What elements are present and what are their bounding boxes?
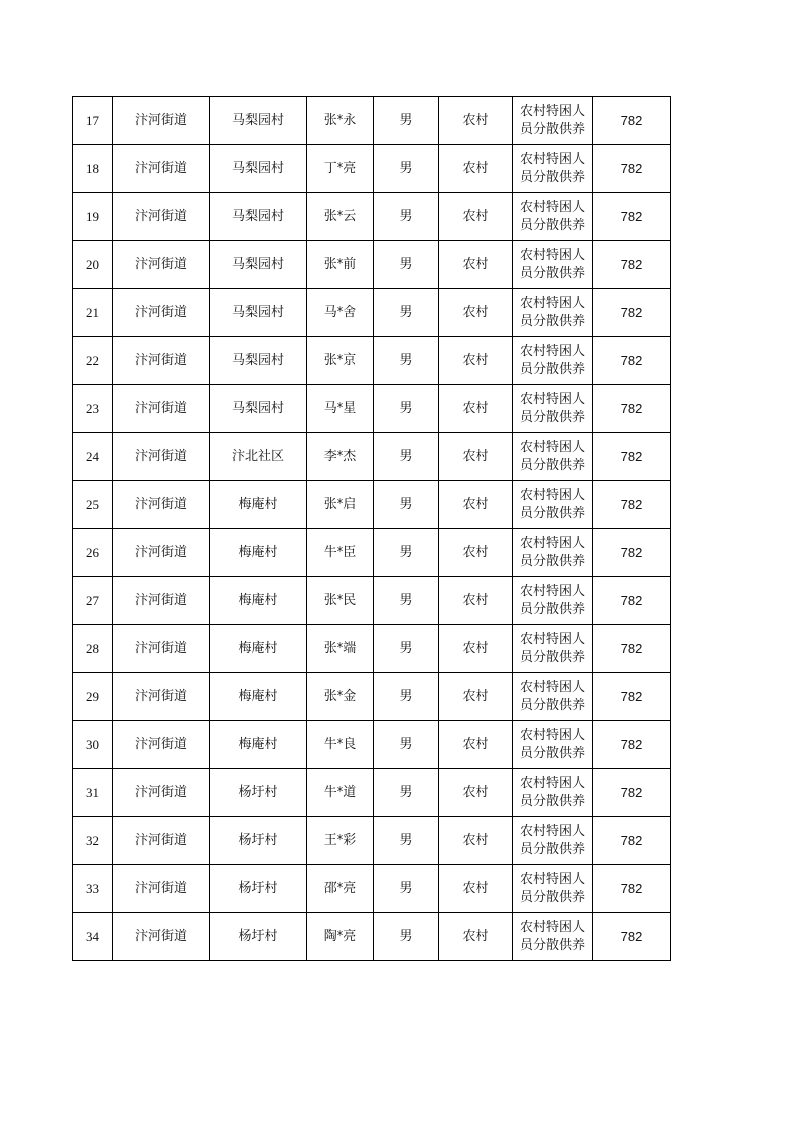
person-name-cell: 张*云: [307, 193, 374, 241]
gender-cell: 男: [374, 529, 439, 577]
table-row: [73, 913, 671, 961]
village-cell: 汴北社区: [210, 433, 307, 481]
area-type-cell: 农村: [439, 529, 513, 577]
gender-cell: 男: [374, 625, 439, 673]
street-cell: 汴河街道: [113, 721, 210, 769]
support-category-cell: 农村特困人员分散供养: [513, 577, 593, 625]
amount-cell: 782: [593, 769, 671, 817]
table-row: [73, 193, 671, 241]
amount-cell: 782: [593, 241, 671, 289]
table-row: [73, 673, 671, 721]
village-cell: 杨圩村: [210, 769, 307, 817]
village-cell: 马梨园村: [210, 145, 307, 193]
street-cell: 汴河街道: [113, 577, 210, 625]
table-row: [73, 97, 671, 145]
amount-cell: 782: [593, 385, 671, 433]
serial-number-cell: 20: [73, 241, 113, 289]
street-cell: 汴河街道: [113, 289, 210, 337]
serial-number-cell: 23: [73, 385, 113, 433]
area-type-cell: 农村: [439, 481, 513, 529]
amount-cell: 782: [593, 529, 671, 577]
gender-cell: 男: [374, 289, 439, 337]
support-category-cell: 农村特困人员分散供养: [513, 817, 593, 865]
person-name-cell: 牛*良: [307, 721, 374, 769]
area-type-cell: 农村: [439, 289, 513, 337]
street-cell: 汴河街道: [113, 913, 210, 961]
amount-cell: 782: [593, 721, 671, 769]
gender-cell: 男: [374, 241, 439, 289]
street-cell: 汴河街道: [113, 385, 210, 433]
gender-cell: 男: [374, 817, 439, 865]
village-cell: 马梨园村: [210, 385, 307, 433]
support-category-cell: 农村特困人员分散供养: [513, 145, 593, 193]
amount-cell: 782: [593, 673, 671, 721]
village-cell: 马梨园村: [210, 337, 307, 385]
village-cell: 梅庵村: [210, 577, 307, 625]
street-cell: 汴河街道: [113, 97, 210, 145]
table-row: [73, 769, 671, 817]
area-type-cell: 农村: [439, 145, 513, 193]
amount-cell: 782: [593, 433, 671, 481]
support-category-cell: 农村特困人员分散供养: [513, 97, 593, 145]
area-type-cell: 农村: [439, 193, 513, 241]
support-category-cell: 农村特困人员分散供养: [513, 481, 593, 529]
serial-number-cell: 30: [73, 721, 113, 769]
table-row: [73, 145, 671, 193]
serial-number-cell: 17: [73, 97, 113, 145]
gender-cell: 男: [374, 193, 439, 241]
gender-cell: 男: [374, 865, 439, 913]
street-cell: 汴河街道: [113, 673, 210, 721]
village-cell: 杨圩村: [210, 913, 307, 961]
table-row: [73, 289, 671, 337]
amount-cell: 782: [593, 337, 671, 385]
table-row: [73, 817, 671, 865]
person-name-cell: 王*彩: [307, 817, 374, 865]
village-cell: 马梨园村: [210, 97, 307, 145]
area-type-cell: 农村: [439, 241, 513, 289]
gender-cell: 男: [374, 385, 439, 433]
table-row: [73, 241, 671, 289]
person-name-cell: 陶*亮: [307, 913, 374, 961]
support-category-cell: 农村特困人员分散供养: [513, 625, 593, 673]
area-type-cell: 农村: [439, 817, 513, 865]
amount-cell: 782: [593, 913, 671, 961]
area-type-cell: 农村: [439, 577, 513, 625]
village-cell: 马梨园村: [210, 289, 307, 337]
village-cell: 梅庵村: [210, 529, 307, 577]
table-row: [73, 529, 671, 577]
gender-cell: 男: [374, 97, 439, 145]
serial-number-cell: 18: [73, 145, 113, 193]
amount-cell: 782: [593, 625, 671, 673]
serial-number-cell: 27: [73, 577, 113, 625]
amount-cell: 782: [593, 97, 671, 145]
support-category-cell: 农村特困人员分散供养: [513, 769, 593, 817]
street-cell: 汴河街道: [113, 145, 210, 193]
area-type-cell: 农村: [439, 673, 513, 721]
street-cell: 汴河街道: [113, 241, 210, 289]
person-name-cell: 张*端: [307, 625, 374, 673]
area-type-cell: 农村: [439, 625, 513, 673]
serial-number-cell: 19: [73, 193, 113, 241]
gender-cell: 男: [374, 433, 439, 481]
gender-cell: 男: [374, 721, 439, 769]
area-type-cell: 农村: [439, 337, 513, 385]
person-name-cell: 丁*亮: [307, 145, 374, 193]
serial-number-cell: 31: [73, 769, 113, 817]
serial-number-cell: 32: [73, 817, 113, 865]
support-category-cell: 农村特困人员分散供养: [513, 913, 593, 961]
gender-cell: 男: [374, 481, 439, 529]
serial-number-cell: 24: [73, 433, 113, 481]
table-row: [73, 337, 671, 385]
person-name-cell: 张*前: [307, 241, 374, 289]
person-name-cell: 牛*臣: [307, 529, 374, 577]
area-type-cell: 农村: [439, 913, 513, 961]
gender-cell: 男: [374, 769, 439, 817]
support-category-cell: 农村特困人员分散供养: [513, 385, 593, 433]
table-row: [73, 721, 671, 769]
table-row: [73, 481, 671, 529]
records-table: [72, 96, 671, 961]
person-name-cell: 张*启: [307, 481, 374, 529]
village-cell: 梅庵村: [210, 721, 307, 769]
person-name-cell: 张*永: [307, 97, 374, 145]
person-name-cell: 邵*亮: [307, 865, 374, 913]
table-row: [73, 385, 671, 433]
gender-cell: 男: [374, 673, 439, 721]
amount-cell: 782: [593, 865, 671, 913]
support-category-cell: 农村特困人员分散供养: [513, 721, 593, 769]
serial-number-cell: 28: [73, 625, 113, 673]
gender-cell: 男: [374, 337, 439, 385]
gender-cell: 男: [374, 913, 439, 961]
support-category-cell: 农村特困人员分散供养: [513, 529, 593, 577]
village-cell: 杨圩村: [210, 817, 307, 865]
village-cell: 马梨园村: [210, 241, 307, 289]
table-row: [73, 865, 671, 913]
records-table-body: [73, 97, 671, 961]
serial-number-cell: 33: [73, 865, 113, 913]
amount-cell: 782: [593, 577, 671, 625]
amount-cell: 782: [593, 145, 671, 193]
serial-number-cell: 25: [73, 481, 113, 529]
area-type-cell: 农村: [439, 769, 513, 817]
street-cell: 汴河街道: [113, 193, 210, 241]
person-name-cell: 李*杰: [307, 433, 374, 481]
street-cell: 汴河街道: [113, 337, 210, 385]
table-row: [73, 625, 671, 673]
support-category-cell: 农村特困人员分散供养: [513, 865, 593, 913]
amount-cell: 782: [593, 289, 671, 337]
street-cell: 汴河街道: [113, 769, 210, 817]
area-type-cell: 农村: [439, 433, 513, 481]
person-name-cell: 牛*道: [307, 769, 374, 817]
village-cell: 梅庵村: [210, 625, 307, 673]
amount-cell: 782: [593, 817, 671, 865]
street-cell: 汴河街道: [113, 625, 210, 673]
street-cell: 汴河街道: [113, 433, 210, 481]
support-category-cell: 农村特困人员分散供养: [513, 337, 593, 385]
street-cell: 汴河街道: [113, 817, 210, 865]
area-type-cell: 农村: [439, 865, 513, 913]
street-cell: 汴河街道: [113, 481, 210, 529]
serial-number-cell: 29: [73, 673, 113, 721]
support-category-cell: 农村特困人员分散供养: [513, 673, 593, 721]
serial-number-cell: 22: [73, 337, 113, 385]
village-cell: 梅庵村: [210, 673, 307, 721]
table-row: [73, 433, 671, 481]
amount-cell: 782: [593, 193, 671, 241]
serial-number-cell: 34: [73, 913, 113, 961]
person-name-cell: 张*民: [307, 577, 374, 625]
serial-number-cell: 26: [73, 529, 113, 577]
support-category-cell: 农村特困人员分散供养: [513, 241, 593, 289]
person-name-cell: 张*金: [307, 673, 374, 721]
person-name-cell: 马*舍: [307, 289, 374, 337]
person-name-cell: 张*京: [307, 337, 374, 385]
village-cell: 马梨园村: [210, 193, 307, 241]
street-cell: 汴河街道: [113, 865, 210, 913]
support-category-cell: 农村特困人员分散供养: [513, 289, 593, 337]
street-cell: 汴河街道: [113, 529, 210, 577]
area-type-cell: 农村: [439, 97, 513, 145]
table-row: [73, 577, 671, 625]
village-cell: 杨圩村: [210, 865, 307, 913]
person-name-cell: 马*星: [307, 385, 374, 433]
support-category-cell: 农村特困人员分散供养: [513, 193, 593, 241]
support-category-cell: 农村特困人员分散供养: [513, 433, 593, 481]
area-type-cell: 农村: [439, 385, 513, 433]
gender-cell: 男: [374, 577, 439, 625]
amount-cell: 782: [593, 481, 671, 529]
area-type-cell: 农村: [439, 721, 513, 769]
village-cell: 梅庵村: [210, 481, 307, 529]
gender-cell: 男: [374, 145, 439, 193]
serial-number-cell: 21: [73, 289, 113, 337]
